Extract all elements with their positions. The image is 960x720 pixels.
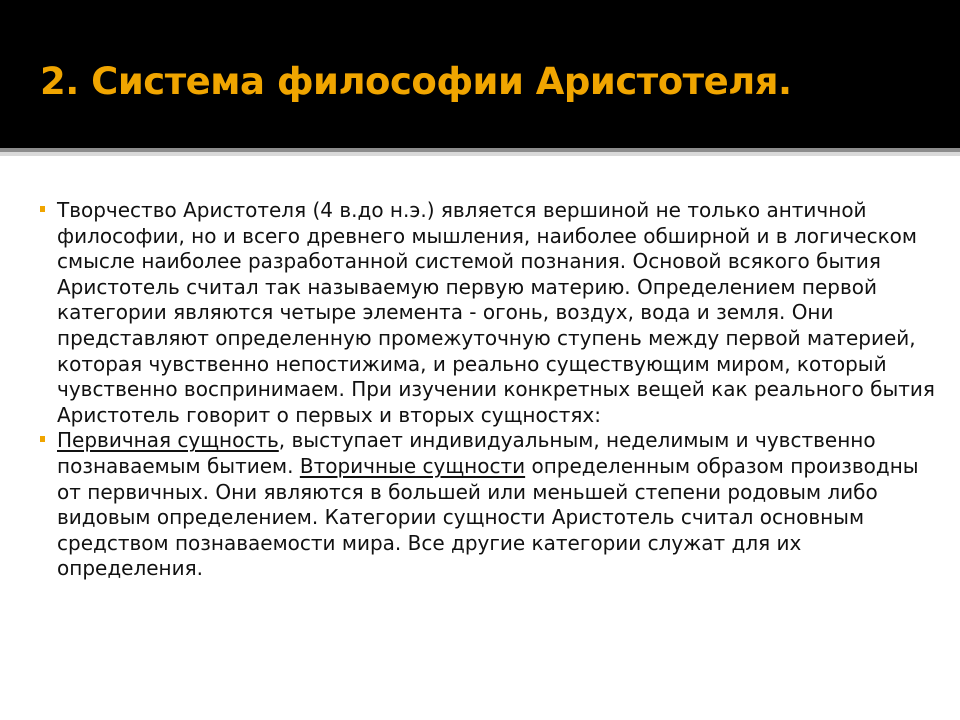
- term-secondary-essences: Вторичные сущности: [299, 453, 526, 478]
- title-divider-light: [0, 152, 960, 156]
- bullet-text: определенным образом производны от первичных. Они являются в большей или меньшей степени родовым либо видовым определением. Категории сущности Аристотель считал основным средством познаваемости мира. Все другие категории служат для их определения.: [57, 453, 919, 581]
- square-bullet-icon: [40, 206, 45, 212]
- square-bullet-icon: [40, 436, 45, 442]
- slide-body: [40, 198, 940, 582]
- term-primary-essence: Первичная сущность: [57, 428, 279, 453]
- bullet-text: Творчество Аристотеля (4 в.до н.э.) является вершиной не только античной философии, но и всего древнего мышления, наиболее обширной и в логическом смысле наиболее разработанной системой познания. Основой всякого бытия Аристотель считал так называемую первую материю. Определением первой категории являются четыре элемента - огонь, воздух, вода и земля. Они представляют определенную промежуточную ступень между первой материей, которая чувственно непостижима, и реально существующим миром, который чувственно воспринимаем. При изучении конкретных вещей как реального бытия Аристотель говорит о первых и вторых сущностях:: [57, 198, 935, 427]
- bullet-text: , выступает индивидуальным, неделимым и чувственно познаваемым бытием.: [57, 428, 876, 478]
- title-bar: [0, 0, 960, 148]
- bullet-item: [40, 428, 940, 582]
- slide-title: 2. Система философии Аристотеля.: [40, 60, 792, 103]
- bullet-item: [40, 198, 940, 428]
